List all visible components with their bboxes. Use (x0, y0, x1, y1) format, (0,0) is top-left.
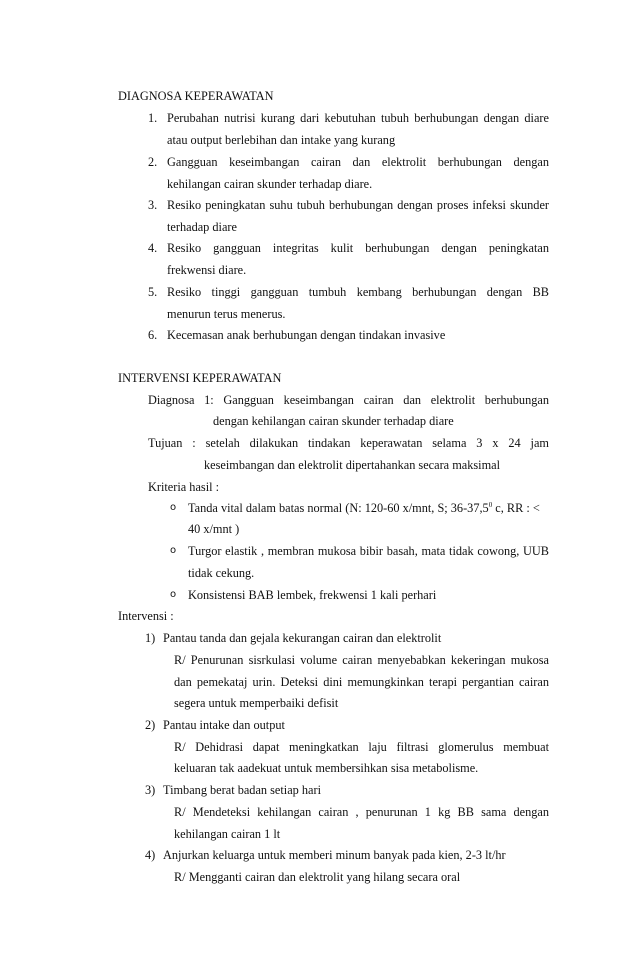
bullet-icon: o (170, 545, 177, 556)
rationale-text: R/ Mendeteksi kehilangan cairan , penurunan 1 kg BB sama dengan (174, 805, 549, 819)
rationale-text: R/ Mengganti cairan dan elektrolit yang hilang secara oral (174, 870, 461, 884)
diagnosa-item-text: menurun terus menerus. (167, 307, 286, 321)
tujuan-statement: keseimbangan dan elektrolit dipertahankan secara maksimal (204, 458, 501, 472)
list-item-number: 2. (148, 155, 158, 169)
diagnosa-item-text: atau output berlebihan dan intake yang kurang (167, 133, 396, 147)
diagnosa-item-text: Gangguan keseimbangan cairan dan elektrolit berhubungan dengan (167, 155, 549, 169)
rationale-text: R/ Dehidrasi dapat meningkatkan laju filtrasi glomerulus membuat (174, 740, 549, 754)
rationale-text: kehilangan cairan 1 lt (174, 827, 281, 841)
list-item-number: 2) (145, 718, 156, 732)
kriteria-item-text: Konsistensi BAB lembek, frekwensi 1 kali perhari (188, 588, 437, 602)
kriteria-item-text: tidak cekung. (188, 566, 255, 580)
intervensi-item-title: Timbang berat badan setiap hari (163, 783, 321, 797)
list-item-number: 5. (148, 285, 158, 299)
intervensi-item-title: Pantau tanda dan gejala kekurangan cairan dan elektrolit (163, 631, 442, 645)
list-item-number: 4. (148, 241, 158, 255)
section-heading-intervensi-keperawatan: INTERVENSI KEPERAWATAN (118, 371, 282, 385)
list-item-number: 3) (145, 783, 156, 797)
diagnosa-item-text: terhadap diare (167, 220, 237, 234)
bullet-icon: o (170, 502, 177, 513)
rationale-text: keluaran tak aadekuat untuk membersihkan sisa metabolisme. (174, 761, 479, 775)
intervensi-item-title: Anjurkan keluarga untuk memberi minum banyak pada kien, 2-3 lt/hr (163, 848, 506, 862)
diagnosa-item-text: Kecemasan anak berhubungan dengan tindakan invasive (167, 328, 446, 342)
diagnosa-statement: Diagnosa 1: Gangguan keseimbangan cairan dan elektrolit berhubungan (148, 393, 549, 407)
diagnosa-item-text: frekwensi diare. (167, 263, 247, 277)
intervensi-item-title: Pantau intake dan output (163, 718, 285, 732)
tujuan-statement: Tujuan : setelah dilakukan tindakan keperawatan selama 3 x 24 jam (148, 436, 549, 450)
list-item-number: 3. (148, 198, 158, 212)
kriteria-item-text: Turgor elastik , membran mukosa bibir basah, mata tidak cowong, UUB (188, 544, 549, 558)
kriteria-item-text: Tanda vital dalam batas normal (N: 120-60 x/mnt, S; 36-37,5$^0$ c, RR : < (188, 501, 540, 515)
list-item-number: 1. (148, 111, 158, 125)
diagnosa-statement: dengan kehilangan cairan skunder terhadap diare (213, 414, 454, 428)
rationale-text: dan pemekataj urin. Deteksi dini memungkinkan terapi pergantian cairan (174, 675, 549, 689)
diagnosa-item-text: Resiko gangguan integritas kulit berhubungan dengan peningkatan (167, 241, 549, 255)
intervensi-label: Intervensi : (118, 609, 174, 623)
kriteria-item-text: 40 x/mnt ) (188, 522, 240, 536)
kriteria-label: Kriteria hasil : (148, 480, 220, 494)
diagnosa-item-text: kehilangan cairan skunder terhadap diare. (167, 177, 373, 191)
list-item-number: 6. (148, 328, 158, 342)
section-heading-diagnosa: DIAGNOSA KEPERAWATAN (118, 89, 274, 103)
rationale-text: segera untuk memperbaiki defisit (174, 696, 339, 710)
rationale-text: R/ Penurunan sisrkulasi volume cairan menyebabkan kekeringan mukosa (174, 653, 549, 667)
bullet-icon: o (170, 589, 177, 600)
list-item-number: 1) (145, 631, 156, 645)
diagnosa-item-text: Resiko tinggi gangguan tumbuh kembang berhubungan dengan BB (167, 285, 549, 299)
list-item-number: 4) (145, 848, 156, 862)
diagnosa-item-text: Perubahan nutrisi kurang dari kebutuhan tubuh berhubungan dengan diare (167, 111, 549, 125)
diagnosa-item-text: Resiko peningkatan suhu tubuh berhubungan dengan proses infeksi skunder (167, 198, 549, 212)
